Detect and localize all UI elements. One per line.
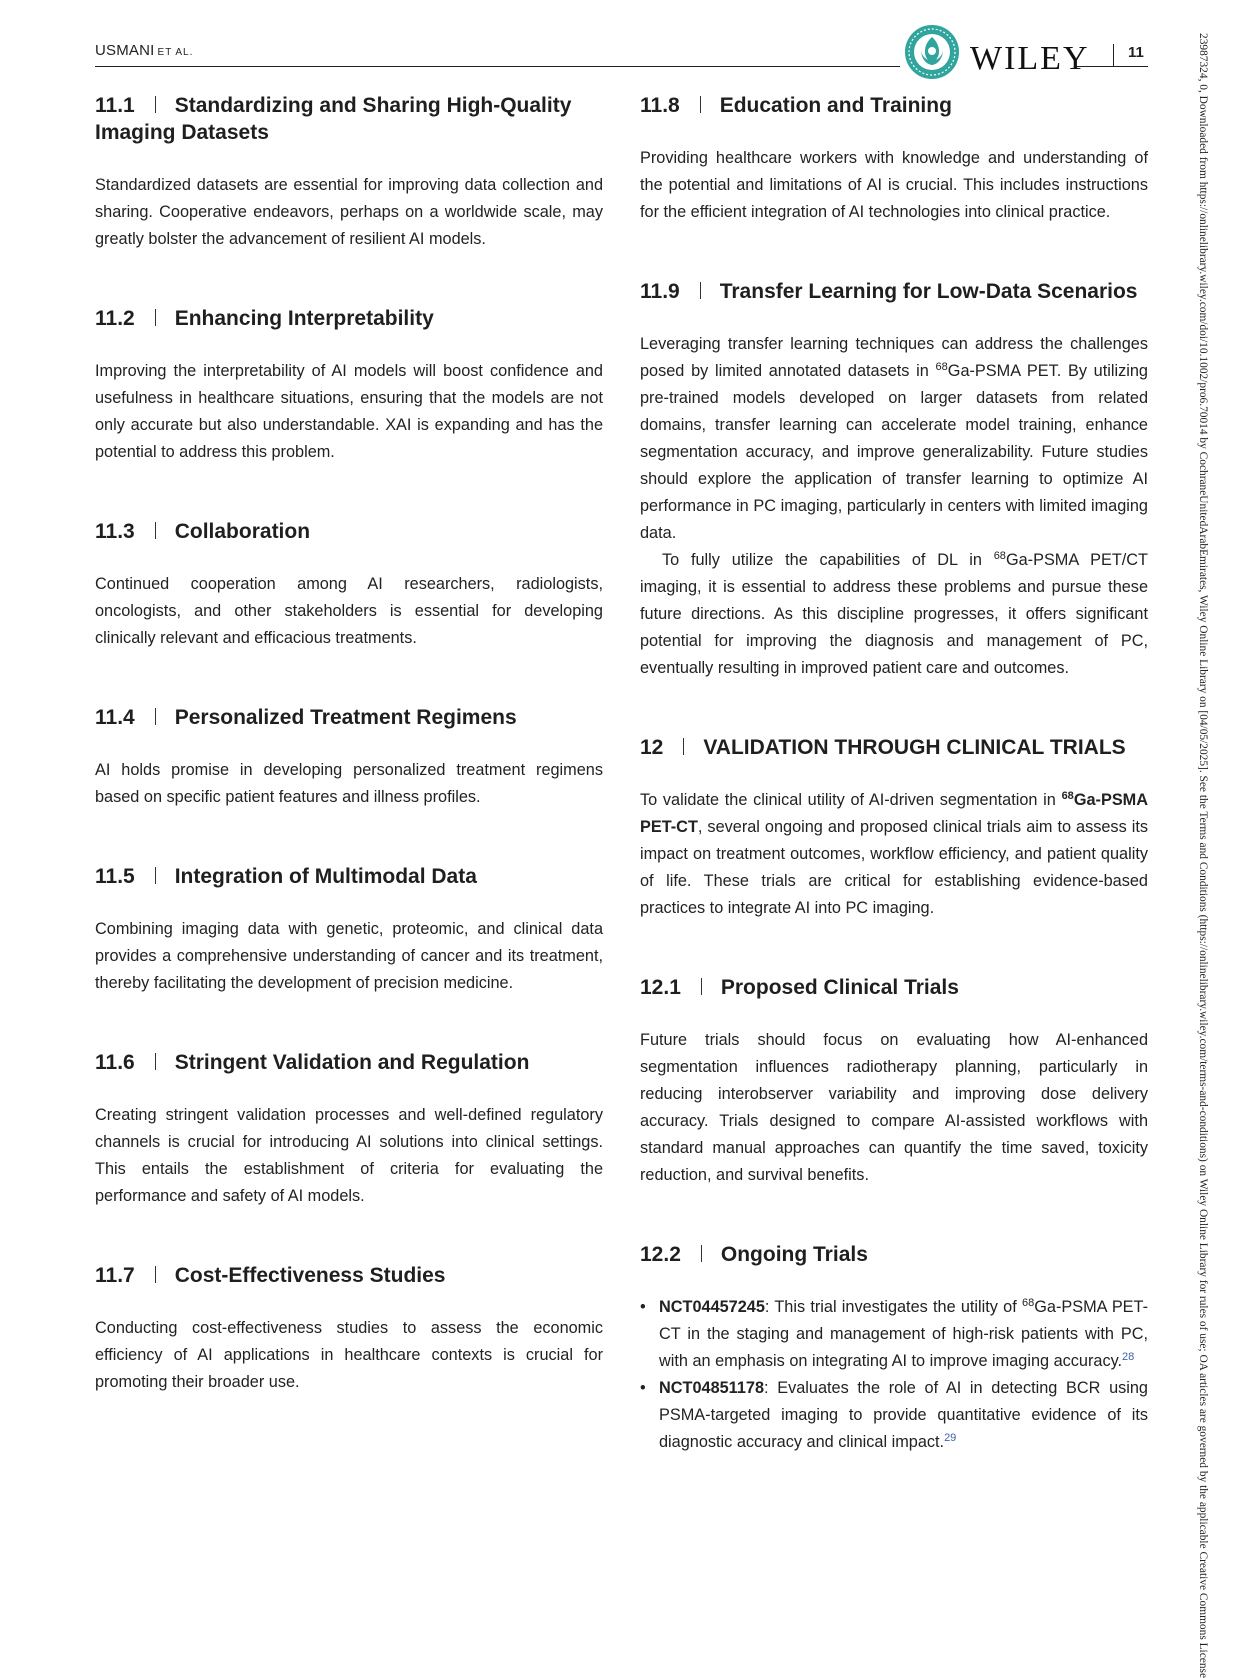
section-heading-12 (640, 734, 1148, 761)
heading-divider (155, 708, 156, 725)
isotope-superscript: 68 (993, 550, 1006, 562)
section-body-11-9-p2: To fully utilize the capabilities of DL in $^{68}$Ga-PSMA PET/CT imaging, it is essential to address these problems and pursue these future directions. As this discipline progresses, it offers significant potential for improving the diagnosis and management of PC, eventually resulting in improved patient care and outcomes. (640, 550, 1148, 677)
section-title: Integration of Multimodal Data (174, 865, 477, 888)
header-rule (95, 66, 900, 67)
section-number: 11.5 (95, 865, 135, 888)
section-body-11-8: Providing healthcare workers with knowledge and understanding of the potential and limitations of AI is crucial. This includes instructions for the efficient integration of AI technologies into clinical practice. (640, 149, 1148, 221)
section-body-11-4: AI holds promise in developing personalized treatment regimens based on specific patient features and illness profiles. (95, 761, 603, 806)
section-heading-11-2 (95, 305, 603, 332)
section-number: 12 (640, 736, 664, 759)
publisher-logo: WILEY (970, 40, 1090, 77)
citation-link[interactable]: 29 (944, 1432, 957, 1444)
section-number: 11.2 (95, 307, 135, 330)
section-title: Proposed Clinical Trials (720, 976, 959, 999)
section-title: Personalized Treatment Regimens (174, 706, 517, 729)
download-notice: 23987324, 0, Downloaded from https://onlinelibrary.wiley.com/doi/10.1002/pro6.70014 by CochraneUnitedArabEmirates, Wiley Online Library on [04/05/2025]. See the Terms and Conditions (https://onlinelibrary.wiley.com/terms-and-conditions) on Wiley Online Library for rules of use; OA articles are governed by the applicable Creative Commons License (1197, 33, 1209, 1678)
section-body-12-1: Future trials should focus on evaluating how AI-enhanced segmentation influences radiotherapy planning, particularly in reducing interobserver variability and improving dose delivery accuracy. Trials designed to compare AI-assisted workflows with standard manual approaches can quantify the time saved, toxicity reduction, and survival benefits. (640, 1031, 1148, 1184)
section-body-11-1: Standardized datasets are essential for improving data collection and sharing. Cooperative endeavors, perhaps on a worldwide scale, may greatly bolster the advancement of resilient AI models. (95, 176, 603, 248)
section-title: Collaboration (174, 520, 311, 543)
trial-id: NCT04457245 (659, 1298, 765, 1316)
heading-divider (700, 96, 701, 113)
section-title: VALIDATION THROUGH CLINICAL TRIALS (703, 736, 1126, 759)
ongoing-trials-list (640, 1294, 1148, 1456)
list-item: • NCT04851178: Evaluates the role of AI in detecting BCR using PSMA-targeted imaging to provide quantitative evidence of its diagnostic accuracy and clinical impact.$^{29}$ (640, 1375, 1148, 1456)
wiley-badge-icon (904, 24, 960, 80)
section-heading-11-3 (95, 518, 603, 545)
section-title: Enhancing Interpretability (174, 307, 434, 330)
page-number-separator (1113, 44, 1114, 66)
heading-divider (155, 867, 156, 884)
section-title: Standardizing and Sharing High-Quality Imaging Datasets (95, 94, 572, 144)
section-title: Education and Training (719, 94, 952, 117)
heading-divider (683, 738, 684, 755)
heading-divider (155, 522, 156, 539)
section-body-11-9-p1: Leveraging transfer learning techniques can address the challenges posed by limited annotated datasets in $^{68}$Ga-PSMA PET. By utilizing pre-trained models developed on larger datasets from related domains, transfer learning can accelerate model training, enhance segmentation accuracy, and improve generalizability. Future studies should explore the application of transfer learning to optimize AI performance in PC imaging, particularly in centers with limited imaging data. (640, 335, 1148, 542)
heading-divider (155, 309, 156, 326)
left-column (95, 92, 603, 1396)
section-title: Transfer Learning for Low-Data Scenarios (719, 280, 1138, 303)
section-heading-11-9 (640, 278, 1148, 305)
trial-id: NCT04851178 (659, 1379, 765, 1397)
section-body-12: To validate the clinical utility of AI-driven segmentation in $^{68}$Ga-PSMA PET-CT, several ongoing and proposed clinical trials aim to assess its impact on treatment outcomes, workflow efficiency, and patient quality of life. These trials are critical for establishing evidence-based practices to integrate AI into PC imaging. (640, 790, 1148, 917)
page-number: 11 (1128, 44, 1144, 61)
heading-divider (155, 96, 156, 113)
isotope-superscript: 68 (1061, 790, 1074, 802)
section-heading-11-1 (95, 92, 603, 146)
heading-divider (701, 1245, 702, 1262)
section-number: 12.1 (640, 976, 681, 999)
heading-divider (155, 1053, 156, 1070)
isotope-superscript: 68 (935, 361, 948, 373)
section-heading-12-1 (640, 974, 1148, 1001)
section-number: 11.8 (640, 94, 680, 117)
section-heading-11-6 (95, 1049, 603, 1076)
section-number: 11.4 (95, 706, 135, 729)
section-number: 11.7 (95, 1264, 135, 1287)
heading-divider (701, 978, 702, 995)
heading-divider (700, 282, 701, 299)
list-item: • NCT04457245: This trial investigates the utility of $^{68}$Ga-PSMA PET-CT in the staging and management of high-risk patients with PC, with an emphasis on integrating AI to improve imaging accuracy.$^{28}$ (640, 1294, 1148, 1375)
section-title: Stringent Validation and Regulation (174, 1051, 530, 1074)
running-head-author: USMANI ET AL. (95, 42, 194, 59)
section-title: Cost-Effectiveness Studies (174, 1264, 446, 1287)
section-number: 11.6 (95, 1051, 135, 1074)
section-heading-12-2 (640, 1241, 1148, 1268)
section-number: 11.9 (640, 280, 680, 303)
section-body-11-5: Combining imaging data with genetic, proteomic, and clinical data provides a comprehensive understanding of cancer and its treatment, thereby facilitating the development of precision medicine. (95, 920, 603, 992)
section-heading-11-5 (95, 863, 603, 890)
section-body-11-6: Creating stringent validation processes and well-defined regulatory channels is crucial for introducing AI solutions into clinical settings. This entails the establishment of criteria for evaluating the performance and safety of AI models. (95, 1106, 603, 1205)
section-body-11-3: Continued cooperation among AI researchers, radiologists, oncologists, and other stakeholders is essential for developing clinically relevant and efficacious treatments. (95, 575, 603, 647)
section-body-11-7: Conducting cost-effectiveness studies to assess the economic efficiency of AI applications in healthcare contexts is crucial for promoting their broader use. (95, 1319, 603, 1391)
section-heading-11-8 (640, 92, 1148, 119)
heading-divider (155, 1266, 156, 1283)
section-heading-11-7 (95, 1262, 603, 1289)
section-title: Ongoing Trials (720, 1243, 868, 1266)
section-heading-11-4 (95, 704, 603, 731)
right-column (640, 92, 1148, 1456)
section-number: 11.1 (95, 94, 135, 117)
section-body-11-2: Improving the interpretability of AI models will boost confidence and usefulness in healthcare situations, ensuring that the models are not only accurate but also understandable. XAI is expanding and has the potential to address this problem. (95, 362, 603, 461)
section-number: 12.2 (640, 1243, 681, 1266)
running-head-etal: ET AL. (157, 47, 194, 58)
citation-link[interactable]: 28 (1122, 1351, 1135, 1363)
section-number: 11.3 (95, 520, 135, 543)
isotope-superscript: 68 (1021, 1297, 1035, 1309)
